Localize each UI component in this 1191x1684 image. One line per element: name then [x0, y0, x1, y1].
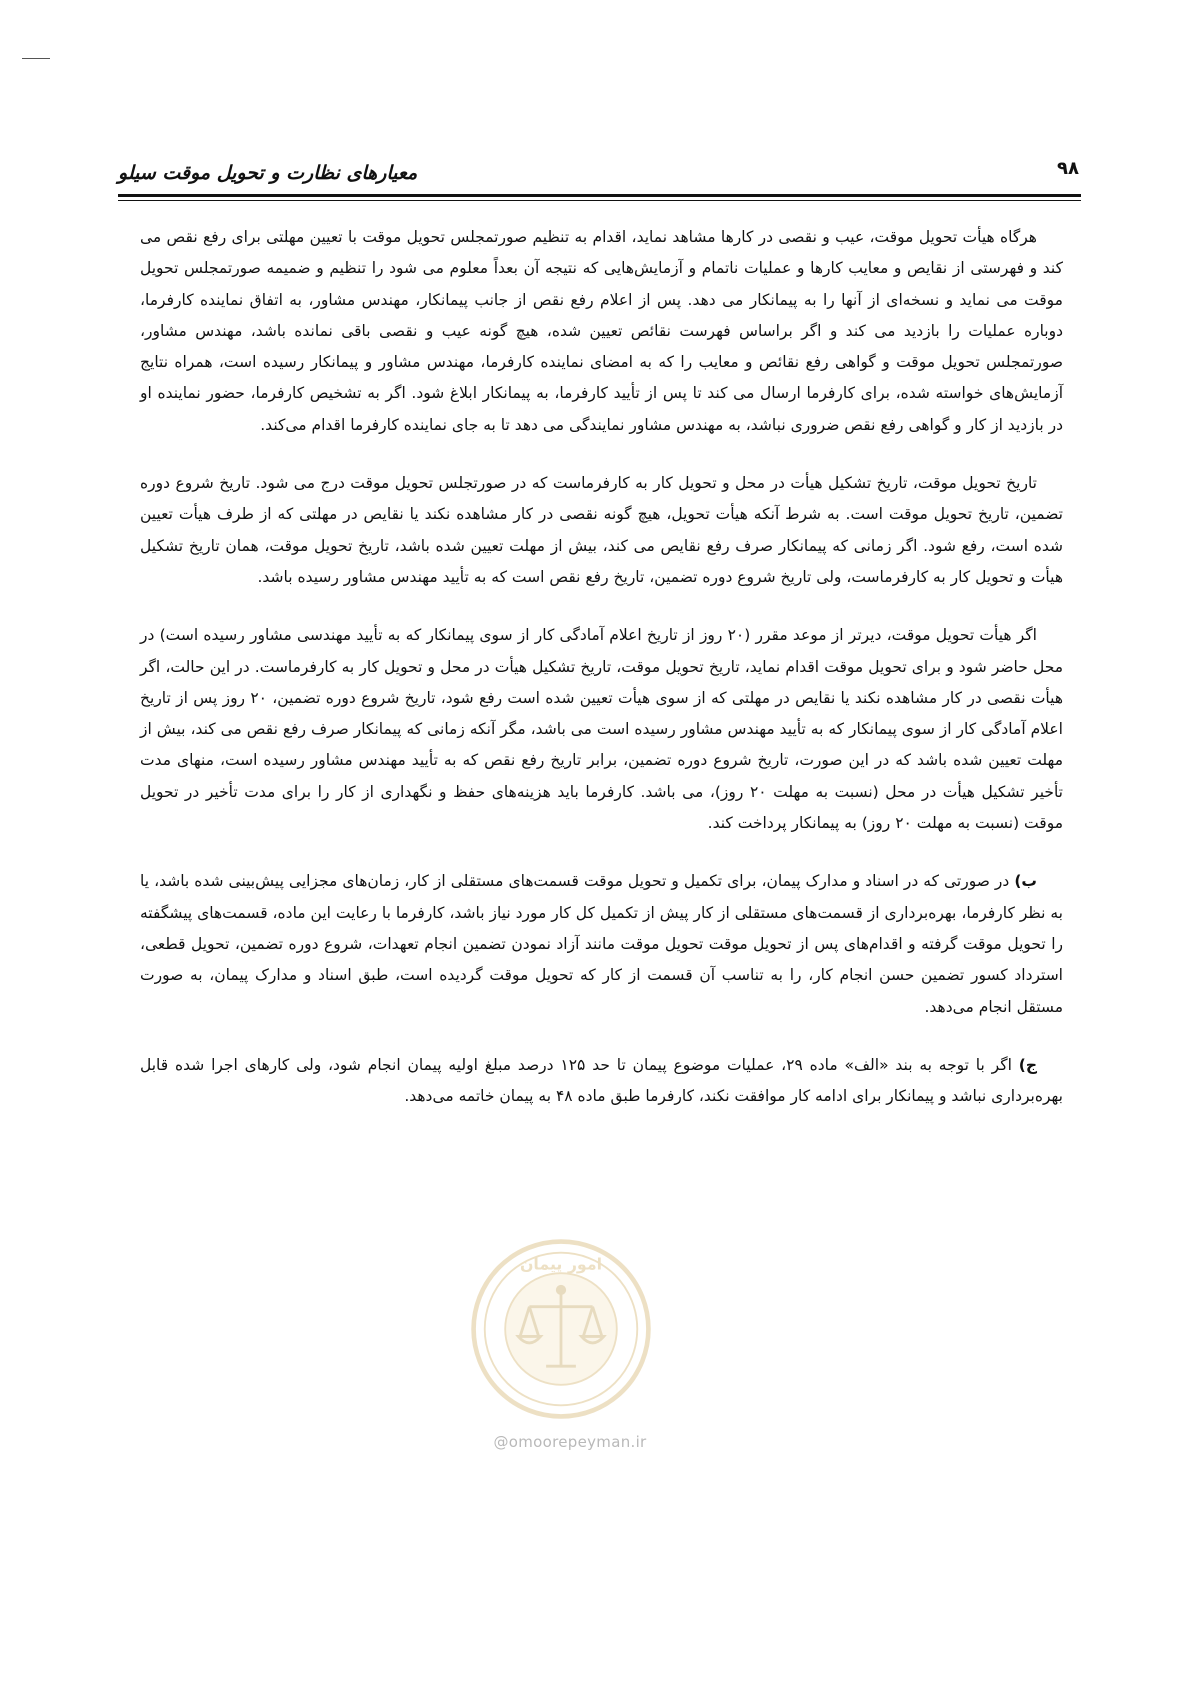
clause-c	[140, 1050, 1063, 1113]
paragraph: اگر هیأت تحویل موقت، دیرتر از موعد مقرر (۲۰ روز از تاریخ اعلام آمادگی کار از سوی پیمانکار که به تأیید مهندسی مشاور رسیده است) در محل حاضر شود و برای تحویل موقت اقدام نماید، تاریخ تحویل موقت، تاریخ تشکیل هیأت در محل و تحویل کار به کارفرماست. در این حالت، اگر هیأت نقصی در کار مشاهده نکند یا نقایص در مهلتی که از سوی هیأت تعیین شده است رفع شود، تاریخ شروع دوره تضمین، ۲۰ روز پس از تاریخ اعلام آمادگی کار از سوی پیمانکار که به تأیید مهندس مشاور رسیده است می باشد، مگر آنکه زمانی که پیمانکار صرف رفع نقص می کند، بیش از مهلت تعیین شده باشد که در این صورت، تاریخ شروع دوره تضمین، برابر تاریخ رفع نقص که به تأیید مهندس مشاور رسیده است، منهای مدت تأخیر تشکیل هیأت در محل (نسبت به مهلت ۲۰ روز)، می باشد. کارفرما باید هزینه‌های حفظ و نگهداری از کار را برای مدت تأخیر در تحویل موقت (نسبت به مهلت ۲۰ روز) به پیمانکار پرداخت کند.	[140, 626, 1063, 833]
page-number: ۹۸	[1057, 158, 1079, 179]
clause-label: ب)	[1014, 872, 1037, 891]
seal-text: امور پیمان	[519, 1254, 603, 1274]
header-rule-thin	[118, 200, 1081, 201]
header-title: معیارهای نظارت و تحویل موقت سیلو	[118, 162, 418, 184]
seal-watermark	[468, 1236, 654, 1422]
running-header	[118, 158, 1081, 188]
clause-text: اگر با توجه به بند «الف» ماده ۲۹، عملیات موضوع پیمان تا حد ۱۲۵ درصد مبلغ اولیه پیمان انجام شود، ولی کارهای اجرا شده قابل بهره‌برداری نباشد و پیمانکار برای ادامه کار موافقت نکند، کارفرما طبق ماده ۴۸ به پیمان خاتمه می‌دهد.	[140, 1055, 1063, 1106]
header-rule	[118, 194, 1081, 197]
paragraph: هرگاه هیأت تحویل موقت، عیب و نقصی در کارها مشاهد نماید، اقدام به تنظیم صورتمجلس تحویل موقت با تعیین مهلتی برای رفع نقص می کند و فهرستی از نقایص و معایب کارها و عملیات ناتمام و آزمایش‌هایی که نتیجه آن بعداً معلوم می شود را تنظیم و ضمیمه صورتمجلس تحویل موقت می نماید و نسخه‌ای از آنها را به پیمانکار می دهد. پس از اعلام رفع نقص از جانب پیمانکار، مهندس مشاور، به اتفاق نماینده کارفرما، دوباره عملیات را بازدید می کند و اگر براساس فهرست نقائص تعیین شده، هیچ گونه عیب و نقصی باقی نمانده باشد، مهندس مشاور، صورتمجلس تحویل موقت و گواهی رفع نقائص و معایب را که به امضای نماینده کارفرما، مهندس مشاور و پیمانکار رسیده است، همراه نتایج آزمایش‌های خواسته شده، برای کارفرما ارسال می کند تا پس از تأیید کارفرما، به پیمانکار ابلاغ شود. اگر به تشخیص کارفرما، حضور نماینده او در بازدید از کار و گواهی رفع نقص ضروری نباشد، به مهندس مشاور نمایندگی می دهد تا به جای نماینده کارفرما اقدام می‌کند.	[140, 228, 1063, 434]
body-text	[140, 222, 1063, 1139]
clause-b	[140, 866, 1063, 1022]
watermark-url: @omoorepeyman.ir	[493, 1433, 647, 1451]
margin-mark	[22, 58, 50, 59]
seal-ring	[474, 1242, 649, 1417]
clause-text: در صورتی که در اسناد و مدارک پیمان، برای تکمیل و تحویل موقت قسمت‌های مستقلی از کار، زمان‌های مجزایی پیش‌بینی شده باشد، یا به نظر کارفرما، بهره‌برداری از قسمت‌های مستقلی از کار پیش از تکمیل کل کار مورد نیاز باشد، کارفرما با رعایت این ماده، قسمت‌های پیشگفته را تحویل موقت گرفته و اقدام‌های پس از تحویل موقت تحویل موقت مانند آزاد نمودن تضمین انجام تعهدات، شروع دوره تضمین، تحویل قطعی، استرداد کسور تضمین حسن انجام کار، را به تناسب آن قسمت از کار که تحویل موقت گردیده است، طبق اسناد و مدارک پیمان، به صورت مستقل انجام می‌دهد.	[140, 872, 1063, 1016]
paragraph: تاریخ تحویل موقت، تاریخ تشکیل هیأت در محل و تحویل کار به کارفرماست که در صورتجلس تحویل موقت درج می شود. تاریخ شروع دوره تضمین، تاریخ تحویل موقت است. به شرط آنکه هیأت تحویل، هیچ گونه نقصی در کار مشاهده نکند یا نقایص در مهلتی که از طرف هیأت تعیین شده است، رفع شود. اگر زمانی که پیمانکار صرف رفع نقایص می کند، بیش از مهلت تعیین شده باشد، تاریخ تحویل موقت، همان تاریخ تشکیل هیأت و تحویل کار به کارفرماست، ولی تاریخ شروع دوره تضمین، تاریخ رفع نقص است که به تأیید مهندس مشاور رسیده باشد.	[140, 474, 1063, 586]
clause-label: ج)	[1018, 1055, 1037, 1074]
scales-of-justice-icon	[518, 1286, 604, 1366]
